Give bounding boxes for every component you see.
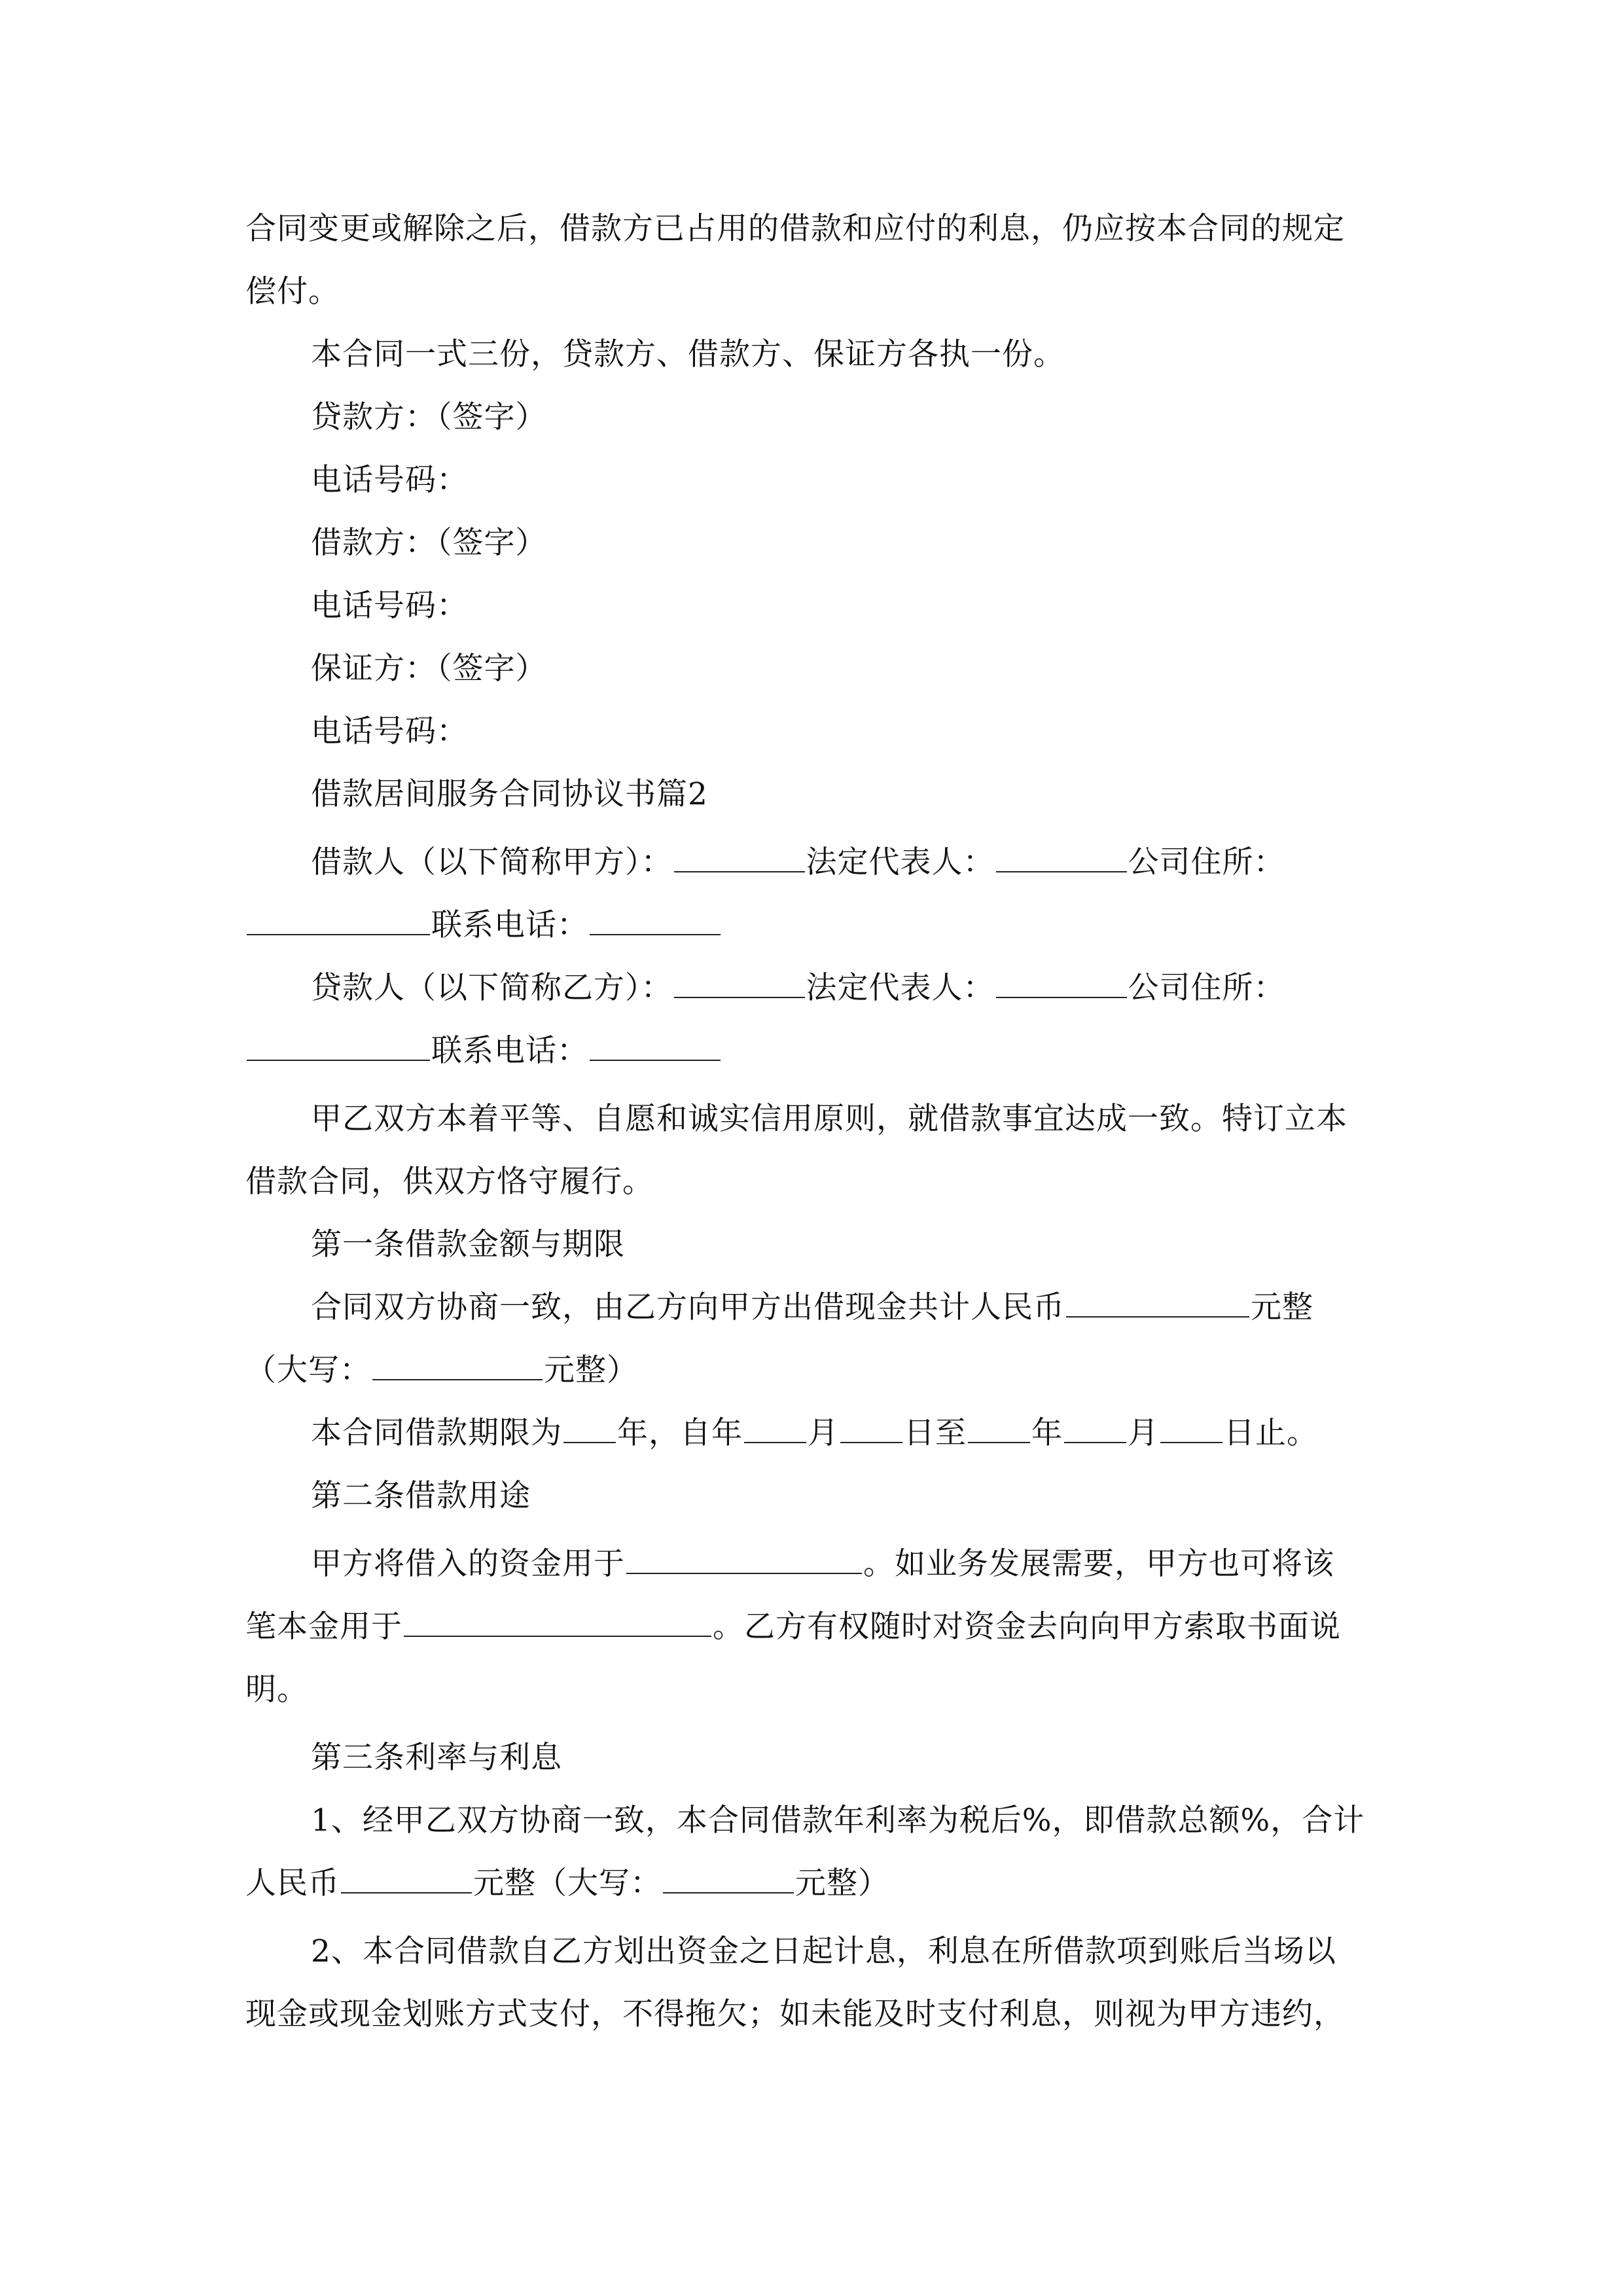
field-label: 联系电话： [431, 907, 588, 943]
paragraph-text: 日止。 [1224, 1415, 1318, 1451]
field-label: 公司住所： [1128, 970, 1285, 1006]
paragraph-text: 合同双方协商一致，由乙方向甲方出借现金共计人民币 [311, 1289, 1065, 1325]
paragraph-text: 元整） [795, 1865, 889, 1901]
phone-label: 电话号码： [311, 713, 468, 749]
section-heading [311, 774, 708, 816]
paragraph-text: 借款合同，供双方恪守履行。 [245, 1164, 654, 1200]
fill-in-blank [968, 1413, 1030, 1443]
phone-label: 电话号码： [311, 588, 468, 624]
field-label: 贷款人（以下简称乙方）： [311, 970, 673, 1006]
text-line [245, 1994, 1345, 2036]
fill-in-blank [996, 842, 1127, 872]
article-title: 第二条借款用途 [311, 1478, 531, 1514]
text-line [311, 1098, 1347, 1140]
paragraph-text: 本合同借款期限为 [311, 1415, 562, 1451]
borrower-contact-line [245, 905, 722, 946]
lender-phone-line [311, 459, 468, 501]
signature-label: 借款方：（签字） [311, 525, 547, 561]
field-label: 借款人（以下简称甲方）： [311, 844, 673, 880]
paragraph-text: 偿付。 [245, 274, 340, 310]
text-line [245, 1350, 638, 1391]
text-line [245, 1863, 889, 1905]
article-heading [311, 1737, 562, 1779]
paragraph-text: 。如业务发展需要，甲方也可将该 [863, 1546, 1334, 1582]
paragraph-text: 明。 [245, 1672, 308, 1708]
phone-label: 电话号码： [311, 462, 468, 498]
paragraph-text: 日至 [904, 1415, 967, 1451]
paragraph-text: 。乙方有权随时对资金去向向甲方索取书面说 [713, 1609, 1341, 1645]
paragraph-text: 合同变更或解除之后，借款方已占用的借款和应付的利息，仍应按本合同的规定 [245, 211, 1345, 247]
lender-info-line [311, 967, 1285, 1009]
paragraph-text: 甲乙双方本着平等、自愿和诚实信用原则，就借款事宜达成一致。特订立本 [311, 1101, 1347, 1137]
fill-in-blank [247, 1031, 430, 1061]
text-line [311, 1931, 1336, 1973]
paragraph-text: 元整 [1251, 1289, 1313, 1325]
paragraph-text: 月 [808, 1415, 839, 1451]
lender-signature-line [311, 397, 547, 439]
fill-in-blank [1066, 1287, 1249, 1318]
loan-term-line [311, 1412, 1318, 1454]
fill-in-blank [840, 1413, 902, 1443]
fill-in-blank [996, 968, 1127, 998]
paragraph-text: （大写： [245, 1352, 371, 1388]
paragraph-text: 元整（大写： [473, 1865, 662, 1901]
paragraph-text: 2、本合同借款自乙方划出资金之日起计息，利息在所借款项到账后当场以 [311, 1933, 1336, 1969]
paragraph-text: 1、经甲乙双方协商一致，本合同借款年利率为税后%，即借款总额%，合计 [311, 1803, 1365, 1839]
paragraph-text: 年，自年 [617, 1415, 743, 1451]
guarantor-signature-line [311, 648, 547, 690]
text-line [311, 1800, 1364, 1842]
signature-label: 保证方：（签字） [311, 651, 547, 687]
fill-in-blank [247, 905, 430, 935]
fill-in-blank [563, 1413, 616, 1443]
article-title: 第一条借款金额与期限 [311, 1227, 625, 1263]
fill-in-blank [674, 968, 805, 998]
article-heading [311, 1224, 625, 1266]
paragraph-text: 本合同一式三份，贷款方、借款方、保证方各执一份。 [311, 336, 1065, 372]
fill-in-blank [1160, 1413, 1222, 1443]
text-line [245, 1669, 308, 1711]
text-line [245, 208, 1345, 250]
paragraph-text: 月 [1128, 1415, 1159, 1451]
lender-contact-line [245, 1030, 722, 1072]
text-line [311, 334, 1065, 376]
fill-in-blank [1064, 1413, 1126, 1443]
paragraph-text: 甲方将借入的资金用于 [311, 1546, 625, 1582]
fill-in-blank [341, 1863, 472, 1893]
field-label: 法定代表人： [806, 970, 995, 1006]
borrower-phone-line [311, 585, 468, 627]
field-label: 法定代表人： [806, 844, 995, 880]
guarantor-phone-line [311, 711, 468, 753]
text-line [311, 1287, 1313, 1329]
text-line [245, 1161, 654, 1203]
fill-in-blank [744, 1413, 806, 1443]
fill-in-blank [590, 905, 721, 935]
field-label: 公司住所： [1128, 844, 1285, 880]
fill-in-blank [590, 1031, 721, 1061]
paragraph-text: 人民币 [245, 1865, 340, 1901]
paragraph-text: 年 [1031, 1415, 1063, 1451]
paragraph-text: 现金或现金划账方式支付，不得拖欠；如未能及时支付利息，则视为甲方违约， [245, 1996, 1345, 2032]
article-heading [311, 1475, 531, 1517]
section-title: 借款居间服务合同协议书篇2 [311, 776, 708, 812]
text-line [245, 1606, 1341, 1648]
signature-label: 贷款方：（签字） [311, 399, 547, 435]
fill-in-blank [626, 1544, 862, 1574]
paragraph-text: 元整） [544, 1352, 638, 1388]
borrower-signature-line [311, 522, 547, 564]
borrower-info-line [311, 842, 1285, 884]
text-line [311, 1543, 1334, 1585]
article-title: 第三条利率与利息 [311, 1740, 562, 1776]
paragraph-text: 笔本金用于 [245, 1609, 402, 1645]
fill-in-blank [404, 1607, 711, 1637]
fill-in-blank [372, 1350, 543, 1380]
text-line [245, 271, 340, 313]
field-label: 联系电话： [431, 1033, 588, 1069]
fill-in-blank [674, 842, 805, 872]
fill-in-blank [663, 1863, 794, 1893]
